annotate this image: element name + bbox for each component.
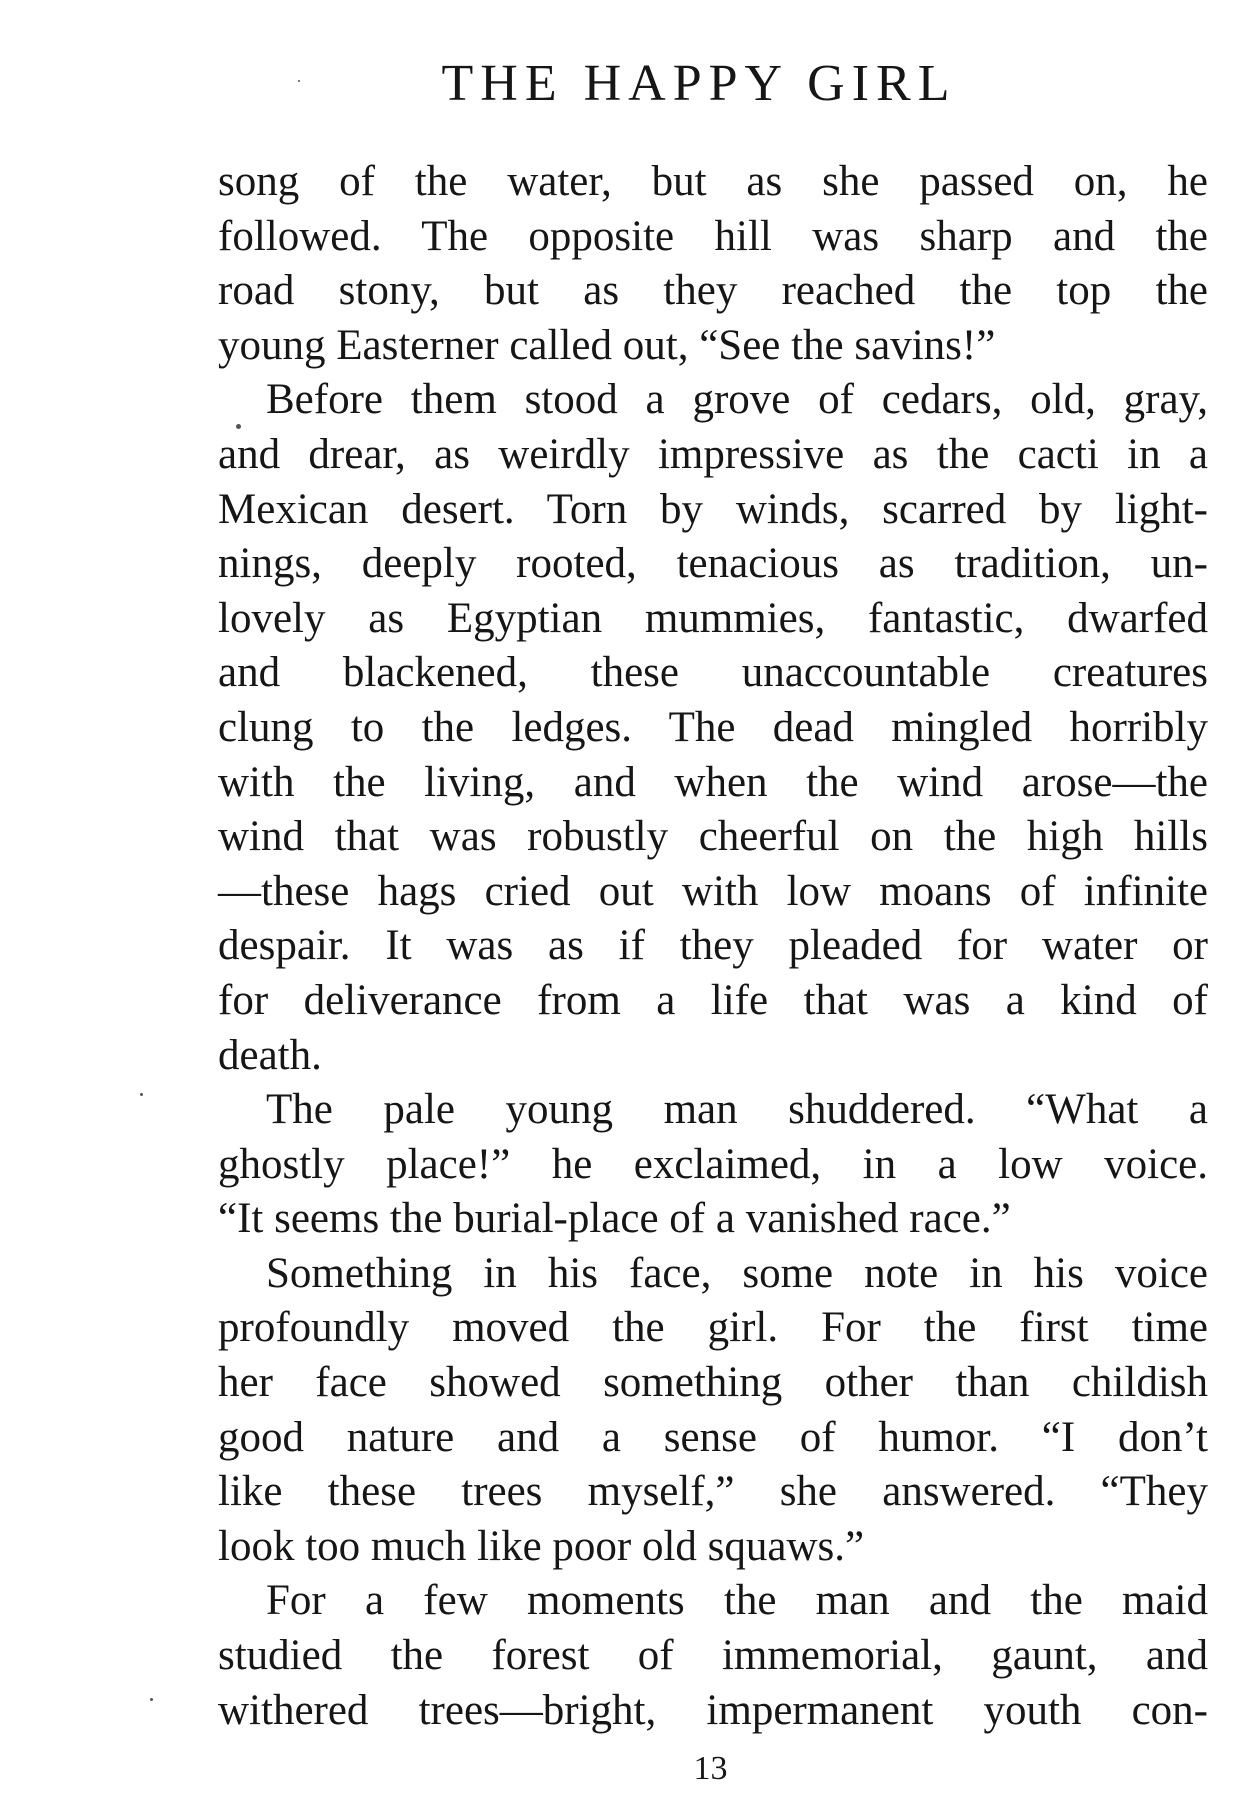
- running-head: THE HAPPY GIRL: [441, 55, 957, 112]
- text-line: Before them stood a grove of cedars, old, gray,: [266, 376, 1208, 424]
- page-number: 13: [693, 1750, 728, 1787]
- text-line: with the living, and when the wind arose—the: [218, 758, 1208, 806]
- text-line: Mexican desert. Torn by winds, scarred by light-: [218, 485, 1208, 533]
- scan-speck: [140, 1093, 143, 1096]
- text-line: wind that was robustly cheerful on the high hills: [218, 813, 1208, 861]
- text-line: good nature and a sense of humor. “I don’t: [218, 1413, 1208, 1461]
- text-line: clung to the ledges. The dead mingled horribly: [218, 703, 1208, 751]
- scan-speck: [298, 80, 300, 82]
- text-line: lovely as Egyptian mummies, fantastic, dwarfed: [218, 594, 1208, 642]
- paragraph: [218, 373, 1208, 1083]
- paragraph: [218, 1574, 1208, 1738]
- text-line: Something in his face, some note in his voice: [266, 1249, 1208, 1297]
- text-line: “It seems the burial-place of a vanished race.”: [218, 1195, 1011, 1243]
- text-line: followed. The opposite hill was sharp and the: [218, 212, 1208, 260]
- text-line: young Easterner called out, “See the savins!”: [218, 321, 996, 369]
- scan-speck: [150, 1698, 153, 1701]
- text-line: studied the forest of immemorial, gaunt, and: [218, 1632, 1208, 1680]
- text-line: For a few moments the man and the maid: [266, 1577, 1208, 1625]
- text-line: look too much like poor old squaws.”: [218, 1522, 865, 1570]
- text-line: The pale young man shuddered. “What a: [266, 1086, 1208, 1134]
- paragraph: [218, 155, 1208, 373]
- text-line: profoundly moved the girl. For the first time: [218, 1304, 1208, 1352]
- body-text: [218, 155, 1208, 1738]
- text-line: death.: [218, 1031, 322, 1079]
- text-line: for deliverance from a life that was a kind of: [218, 976, 1208, 1024]
- paragraph: [218, 1083, 1208, 1247]
- text-line: like these trees myself,” she answered. “They: [218, 1468, 1208, 1516]
- text-line: song of the water, but as she passed on, he: [218, 158, 1208, 205]
- text-line: withered trees—bright, impermanent youth con-: [218, 1686, 1208, 1734]
- text-line: despair. It was as if they pleaded for water or: [218, 922, 1208, 970]
- text-line: and drear, as weirdly impressive as the cacti in a: [218, 430, 1208, 478]
- text-line: her face showed something other than childish: [218, 1359, 1208, 1407]
- paragraph: [218, 1247, 1208, 1575]
- text-line: and blackened, these unaccountable creatures: [218, 649, 1208, 697]
- text-line: nings, deeply rooted, tenacious as tradition, un-: [218, 540, 1208, 588]
- text-line: road stony, but as they reached the top the: [218, 267, 1208, 315]
- scan-speck: [236, 424, 241, 429]
- text-line: ghostly place!” he exclaimed, in a low voice.: [218, 1140, 1208, 1188]
- text-line: —these hags cried out with low moans of infinite: [218, 867, 1208, 915]
